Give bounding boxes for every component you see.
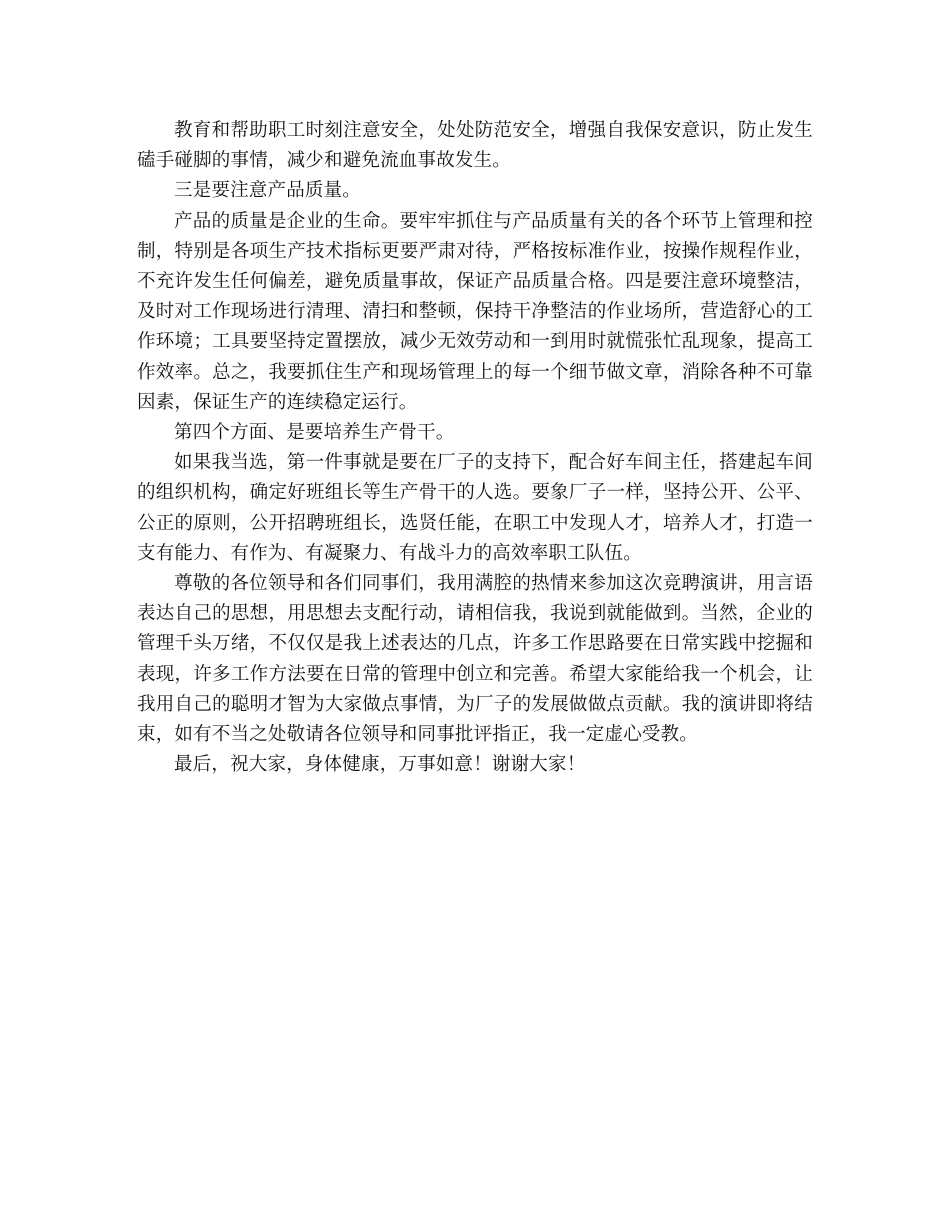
paragraph-closing-appeal: 尊敬的各位领导和各们同事们，我用满腔的热情来参加这次竞聘演讲，用言语表达自己的思想，用思想去支配行动，请相信我，我说到就能做到。当然，企业的管理千头万绪，不仅仅是我上述表达的几点，许多工作思路要在日常实践中挖掘和表现，许多工作方法要在日常的管理中创立和完善。希望大家能给我一个机会，让我用自己的聪明才智为大家做点事情，为厂子的发展做做点贡献。我的演讲即将结束，如有不当之处敬请各位领导和同事批评指正，我一定虚心受教。 [137,573,813,746]
heading-production-backbone: 第四个方面、是要培养生产骨干。 [174,422,455,444]
heading-product-quality: 三是要注意产品质量。 [174,180,362,202]
paragraph-product-quality: 产品的质量是企业的生命。要牢牢抓住与产品质量有关的各个环节上管理和控制，特别是各项生产技术指标更要严肃对待，严格按标准作业，按操作规程作业，不充许发生任何偏差，避免质量事故，保证产品质量合格。四是要注意环境整洁，及时对工作现场进行清理、清扫和整顿，保持干净整洁的作业场所，营造舒心的工作环境；工具要坚持定置摆放，减少无效劳动和一到用时就慌张忙乱现象，提高工作效率。总之，我要抓住生产和现场管理上的每一个细节做文章，消除各种不可靠因素，保证生产的连续稳定运行。 [137,210,813,413]
document-body [137,116,813,780]
paragraph-safety-education: 教育和帮助职工时刻注意安全，处处防范安全，增强自我保安意识，防止发生磕手碰脚的事情，减少和避免流血事故发生。 [137,120,813,172]
paragraph-final-wishes: 最后，祝大家，身体健康，万事如意！谢谢大家！ [174,754,586,776]
paragraph-production-backbone: 如果我当选，第一件事就是要在厂子的支持下，配合好车间主任，搭建起车间的组织机构，确定好班组长等生产骨干的人选。要象厂子一样，坚持公开、公平、公正的原则，公开招聘班组长，选贤任能，在职工中发现人才，培养人才，打造一支有能力、有作为、有凝聚力、有战斗力的高效率职工队伍。 [137,452,813,564]
